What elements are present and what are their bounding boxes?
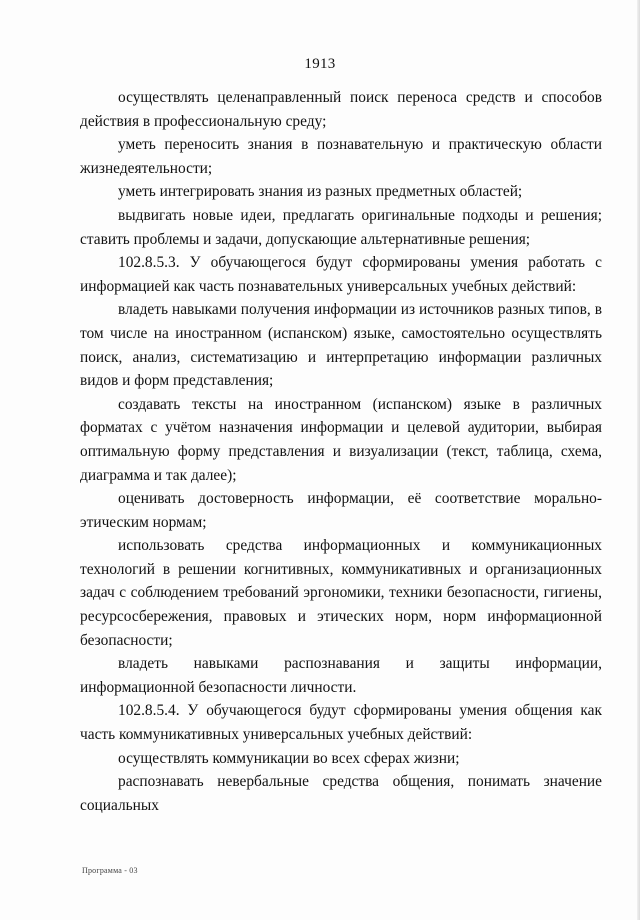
paragraph: распознавать невербальные средства общения, понимать значение социальных (80, 773, 602, 814)
paragraph: использовать средства информационных и коммуникационных технологий в решении когнитивных, коммуникативных и организационных задач с соблюдением требований эргономики, техники безопасности, гигиены, ресурсосбережения, правовых и этических норм, норм информационной безопасности; (80, 537, 602, 649)
paragraph: осуществлять целенаправленный поиск переноса средств и способов действия в профессиональную среду; (80, 89, 602, 130)
paragraph: выдвигать новые идеи, предлагать оригинальные подходы и решения; ставить проблемы и задачи, допускающие альтернативные решения; (80, 206, 602, 248)
footer-note: Программа - 03 (82, 866, 138, 875)
paragraph: осуществлять коммуникации во всех сферах жизни; (118, 749, 460, 767)
paragraph: уметь интегрировать знания из разных предметных областей; (118, 183, 523, 201)
document-body (80, 86, 602, 817)
paragraph: оценивать достоверность информации, её соответствие морально-этическим нормам; (80, 490, 602, 531)
paragraph: владеть навыками распознавания и защиты информации, информационной безопасности личности. (80, 655, 602, 696)
page-number: 1913 (304, 56, 336, 72)
paragraph: создавать тексты на иностранном (испанском) языке в различных форматах с учётом назначения информации и целевой аудитории, выбирая оптимальную форму представления и визуализации (текст, таблица, схема, диаграмма и так далее); (80, 395, 602, 484)
section-paragraph-102-8-5-4: 102.8.5.4. У обучающегося будут сформированы умения общения как часть коммуникативных универсальных учебных действий: (80, 702, 602, 744)
section-paragraph-102-8-5-3: 102.8.5.3. У обучающегося будут сформированы умения работать с информацией как часть познавательных универсальных учебных действий: (80, 254, 602, 295)
paragraph: владеть навыками получения информации из источников разных типов, в том числе на иностранном (испанском) языке, самостоятельно осуществлять поиск, анализ, систематизацию и интерпретацию информации различных видов и форм представления; (80, 301, 602, 390)
paragraph: уметь переносить знания в познавательную и практическую области жизнедеятельности; (80, 136, 602, 177)
